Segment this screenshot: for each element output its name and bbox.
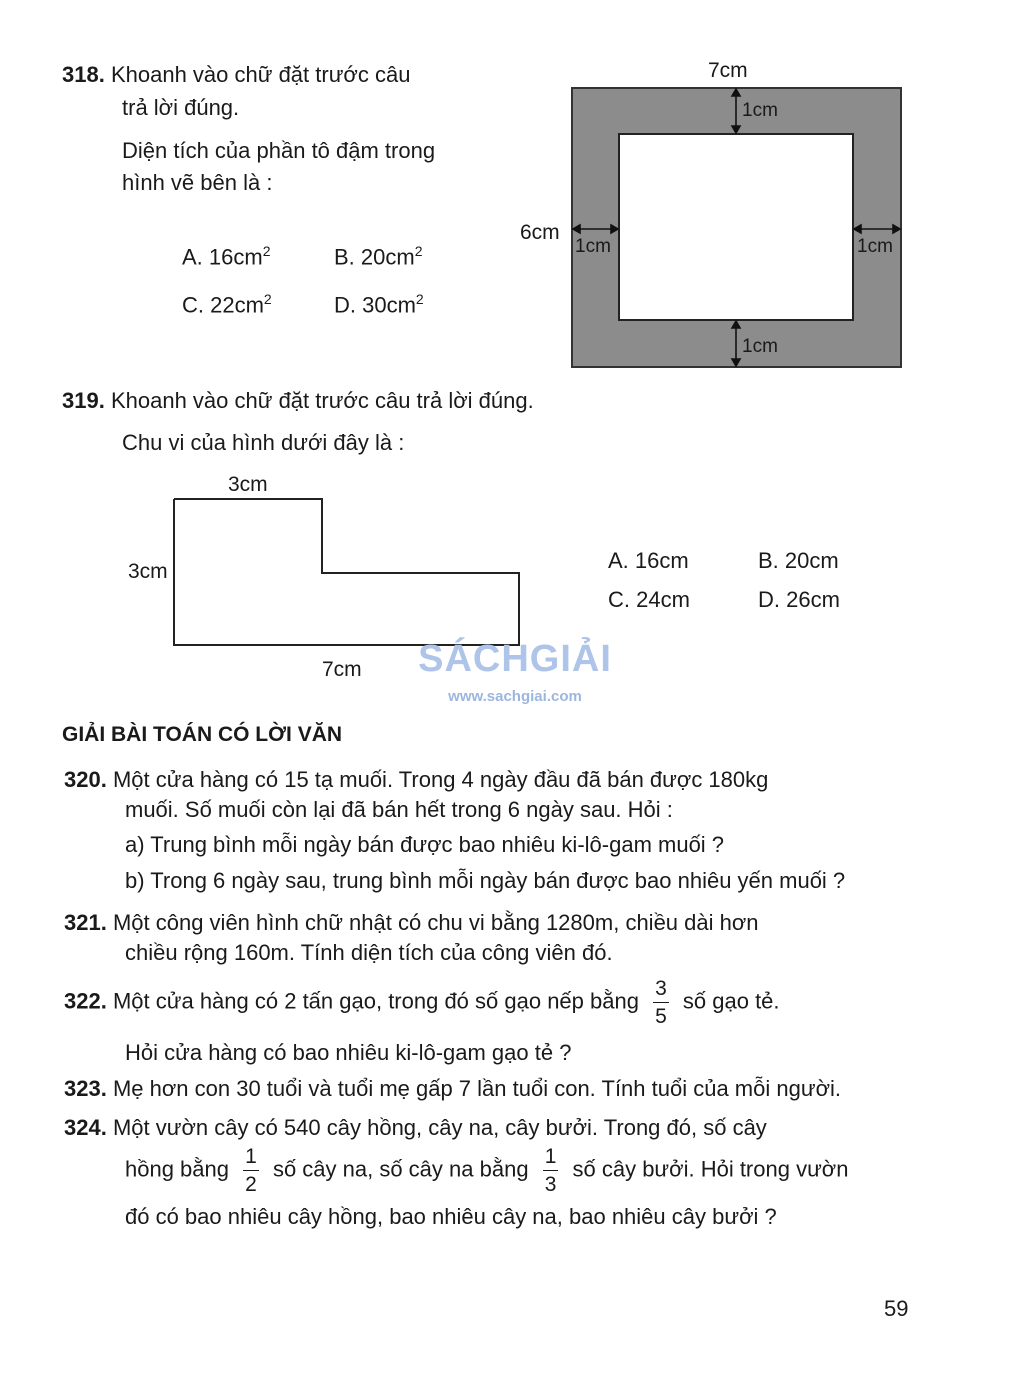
q323-line1 (64, 1074, 841, 1105)
q321-text1: Một công viên hình chữ nhật có chu vi bằng 1280m, chiều dài hơn (112, 910, 759, 935)
q321-line2: chiều rộng 160m. Tính diện tích của công viên đó. (125, 940, 613, 965)
fig318-inner-rect (619, 134, 853, 320)
option-value: 30cm (362, 292, 416, 318)
q318-option-a[interactable] (182, 242, 271, 273)
q318-option-b[interactable] (334, 242, 423, 273)
option-sup: 2 (414, 243, 423, 259)
q321-number: 321. (64, 910, 107, 935)
option-letter: A. (608, 548, 629, 573)
q319-line1 (62, 386, 534, 417)
option-letter: C. (608, 587, 630, 612)
page-number: 59 (884, 1296, 909, 1321)
fig319-left-label: 3cm (128, 560, 168, 583)
q319-number: 319. (62, 388, 105, 413)
fig319-top-label: 3cm (228, 473, 268, 496)
q324-number: 324. (64, 1115, 107, 1140)
option-sup: 2 (415, 291, 424, 307)
option-sup: 2 (263, 291, 272, 307)
q320-line2: muối. Số muối còn lại đã bán hết trong 6 ngày sau. Hỏi : (125, 797, 673, 822)
q318-line2: trả lời đúng. (122, 95, 240, 120)
q318-option-c[interactable] (182, 290, 272, 321)
option-value: 20cm (784, 548, 839, 573)
fig318-height-label: 6cm (520, 221, 560, 244)
fig318-bottom-border-label: 1cm (742, 336, 778, 357)
option-value: 16cm (634, 548, 689, 573)
option-value: 20cm (360, 244, 415, 270)
q319-option-b[interactable] (758, 546, 839, 577)
fraction-numerator: 3 (653, 978, 669, 1003)
fraction-numerator: 1 (243, 1146, 259, 1171)
q319-option-d[interactable] (758, 585, 840, 616)
fig318-top-border-label: 1cm (742, 100, 778, 121)
watermark-logo: SÁCHGIẢI (418, 638, 612, 680)
fig319-shape (170, 495, 525, 650)
q322-line2: Hỏi cửa hàng có bao nhiêu ki-lô-gam gạo tẻ ? (125, 1040, 572, 1065)
q324-fraction-1 (243, 1146, 259, 1195)
q322-text-after: số gạo tẻ. (682, 988, 780, 1014)
q320-line1 (64, 765, 768, 796)
q324-text2c: số cây bưởi. Hỏi trong vườn (572, 1156, 849, 1182)
q319-option-a[interactable] (608, 546, 689, 577)
q324-fraction-2 (543, 1146, 559, 1195)
q324-line3: đó có bao nhiêu cây hồng, bao nhiêu cây na, bao nhiêu cây bưởi ? (125, 1204, 777, 1229)
watermark-url: www.sachgiai.com (448, 688, 582, 705)
q318-line3: Diện tích của phần tô đậm trong (122, 138, 436, 163)
q324-text1: Một vườn cây có 540 cây hồng, cây na, cây bưởi. Trong đó, số cây (112, 1115, 767, 1140)
fig318-right-border-label: 1cm (857, 236, 893, 257)
q318-line4: hình vẽ bên là : (122, 170, 273, 195)
option-value: 26cm (786, 587, 840, 612)
q319-text1: Khoanh vào chữ đặt trước câu trả lời đúng. (110, 388, 534, 413)
q322-line1 (64, 978, 780, 1027)
option-value: 22cm (210, 292, 264, 318)
option-letter: C. (182, 292, 204, 318)
q324-text2b: số cây na, số cây na bằng (272, 1156, 529, 1182)
option-sup: 2 (262, 243, 271, 259)
q324-line1 (64, 1113, 767, 1144)
fig318-frame (570, 86, 903, 369)
fig318-width-label: 7cm (708, 59, 748, 82)
q319-option-c[interactable] (608, 585, 690, 616)
option-letter: D. (334, 292, 356, 318)
option-letter: A. (182, 244, 203, 270)
q324-line2 (125, 1146, 848, 1195)
option-letter: B. (758, 548, 779, 573)
q323-text1: Mẹ hơn con 30 tuổi và tuổi mẹ gấp 7 lần tuổi con. Tính tuổi của mỗi người. (112, 1076, 841, 1101)
q319-line2: Chu vi của hình dưới đây là : (122, 430, 405, 455)
fraction-denominator: 5 (655, 1005, 667, 1028)
q322-text-before: Một cửa hàng có 2 tấn gạo, trong đó số gạo nếp bằng (112, 988, 639, 1014)
fraction-denominator: 2 (245, 1173, 257, 1196)
option-letter: B. (334, 244, 355, 270)
q321-line1 (64, 908, 759, 939)
option-value: 16cm (208, 244, 263, 270)
watermark (410, 640, 620, 707)
q320-text1: Một cửa hàng có 15 tạ muối. Trong 4 ngày đầu đã bán được 180kg (112, 767, 769, 792)
q318-number: 318. (62, 62, 105, 87)
fraction-numerator: 1 (543, 1146, 559, 1171)
q322-fraction (653, 978, 669, 1027)
q320-part-b: b) Trong 6 ngày sau, trung bình mỗi ngày bán được bao nhiêu yến muối ? (125, 868, 846, 893)
section-title: GIẢI BÀI TOÁN CÓ LỜI VĂN (62, 723, 343, 746)
option-value: 24cm (636, 587, 690, 612)
fraction-denominator: 3 (544, 1173, 557, 1196)
option-letter: D. (758, 587, 780, 612)
q318-option-d[interactable] (334, 290, 424, 321)
fig318-left-border-label: 1cm (575, 236, 611, 257)
fig319-bottom-label: 7cm (322, 658, 362, 681)
q320-number: 320. (64, 767, 107, 792)
q318-text1: Khoanh vào chữ đặt trước câu (110, 62, 411, 87)
q318-line1 (62, 60, 502, 91)
fig319-outline (174, 499, 519, 645)
q320-part-a: a) Trung bình mỗi ngày bán được bao nhiêu ki-lô-gam muối ? (125, 832, 725, 857)
q323-number: 323. (64, 1076, 107, 1101)
q324-text2a: hồng bằng (125, 1156, 229, 1182)
q322-number: 322. (64, 988, 107, 1014)
